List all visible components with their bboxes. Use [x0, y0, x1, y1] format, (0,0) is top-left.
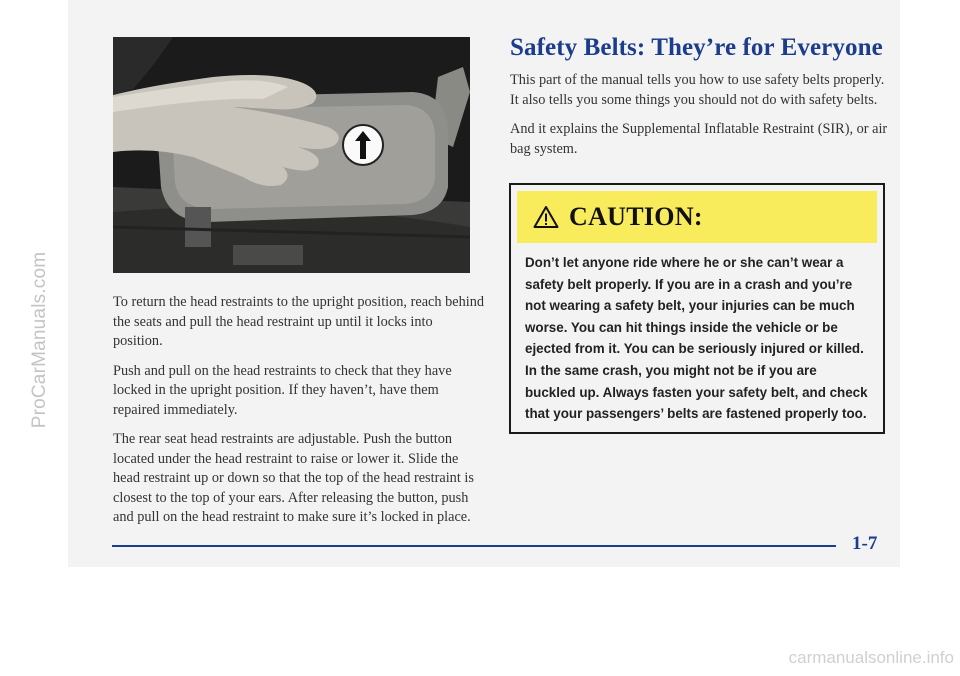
head-restraint-photo [113, 37, 470, 273]
paragraph-return-restraints: To return the head restraints to the upright position, reach behind the seats and pull the head restraint up until it locks into position. [113, 294, 485, 349]
paragraph-safety-belts-intro: This part of the manual tells you how to use safety belts properly. It also tells you some things you should not do with safety belts. [510, 72, 885, 108]
right-column [510, 34, 890, 169]
caution-banner [517, 191, 877, 243]
side-watermark: ProCarManuals.com [29, 251, 50, 429]
section-heading: Safety Belts: They’re for Everyone [510, 34, 883, 61]
warning-triangle-icon [533, 205, 559, 229]
caution-title: CAUTION: [569, 202, 703, 231]
left-column [113, 293, 485, 538]
caution-box [509, 183, 885, 434]
paragraph-check-restraints: Push and pull on the head restraints to check that they have locked in the upright position. If they haven’t, have them repaired immediately. [113, 362, 452, 418]
caution-text: Don’t let anyone ride where he or she can’t wear a safety belt properly. If you are in a crash and you’re not wearing a safety belt, your injuries can be much worse. You can hit things inside the vehicle or be ejected from it. You can be seriously injured or killed. In the same crash, you might not be if you are buckled up. Always fasten your safety belt, and check that your passengers’ belts are fastened properly too. [525, 255, 868, 422]
page-number: 1-7 [852, 533, 878, 554]
footer-watermark: carmanualsonline.info [788, 648, 954, 667]
paragraph-air-bag-intro: And it explains the Supplemental Inflatable Restraint (SIR), or air bag system. [510, 121, 888, 157]
footer-rule [112, 545, 836, 547]
paragraph-rear-seat-restraints: The rear seat head restraints are adjustable. Push the button located under the head restraint to raise or lower it. Slide the head restraint up or down so that the top of the head restraint is closest to the top of your ears. After releasing the button, push and pull on the head restraint to make sure it’s locked in place. [113, 431, 474, 525]
